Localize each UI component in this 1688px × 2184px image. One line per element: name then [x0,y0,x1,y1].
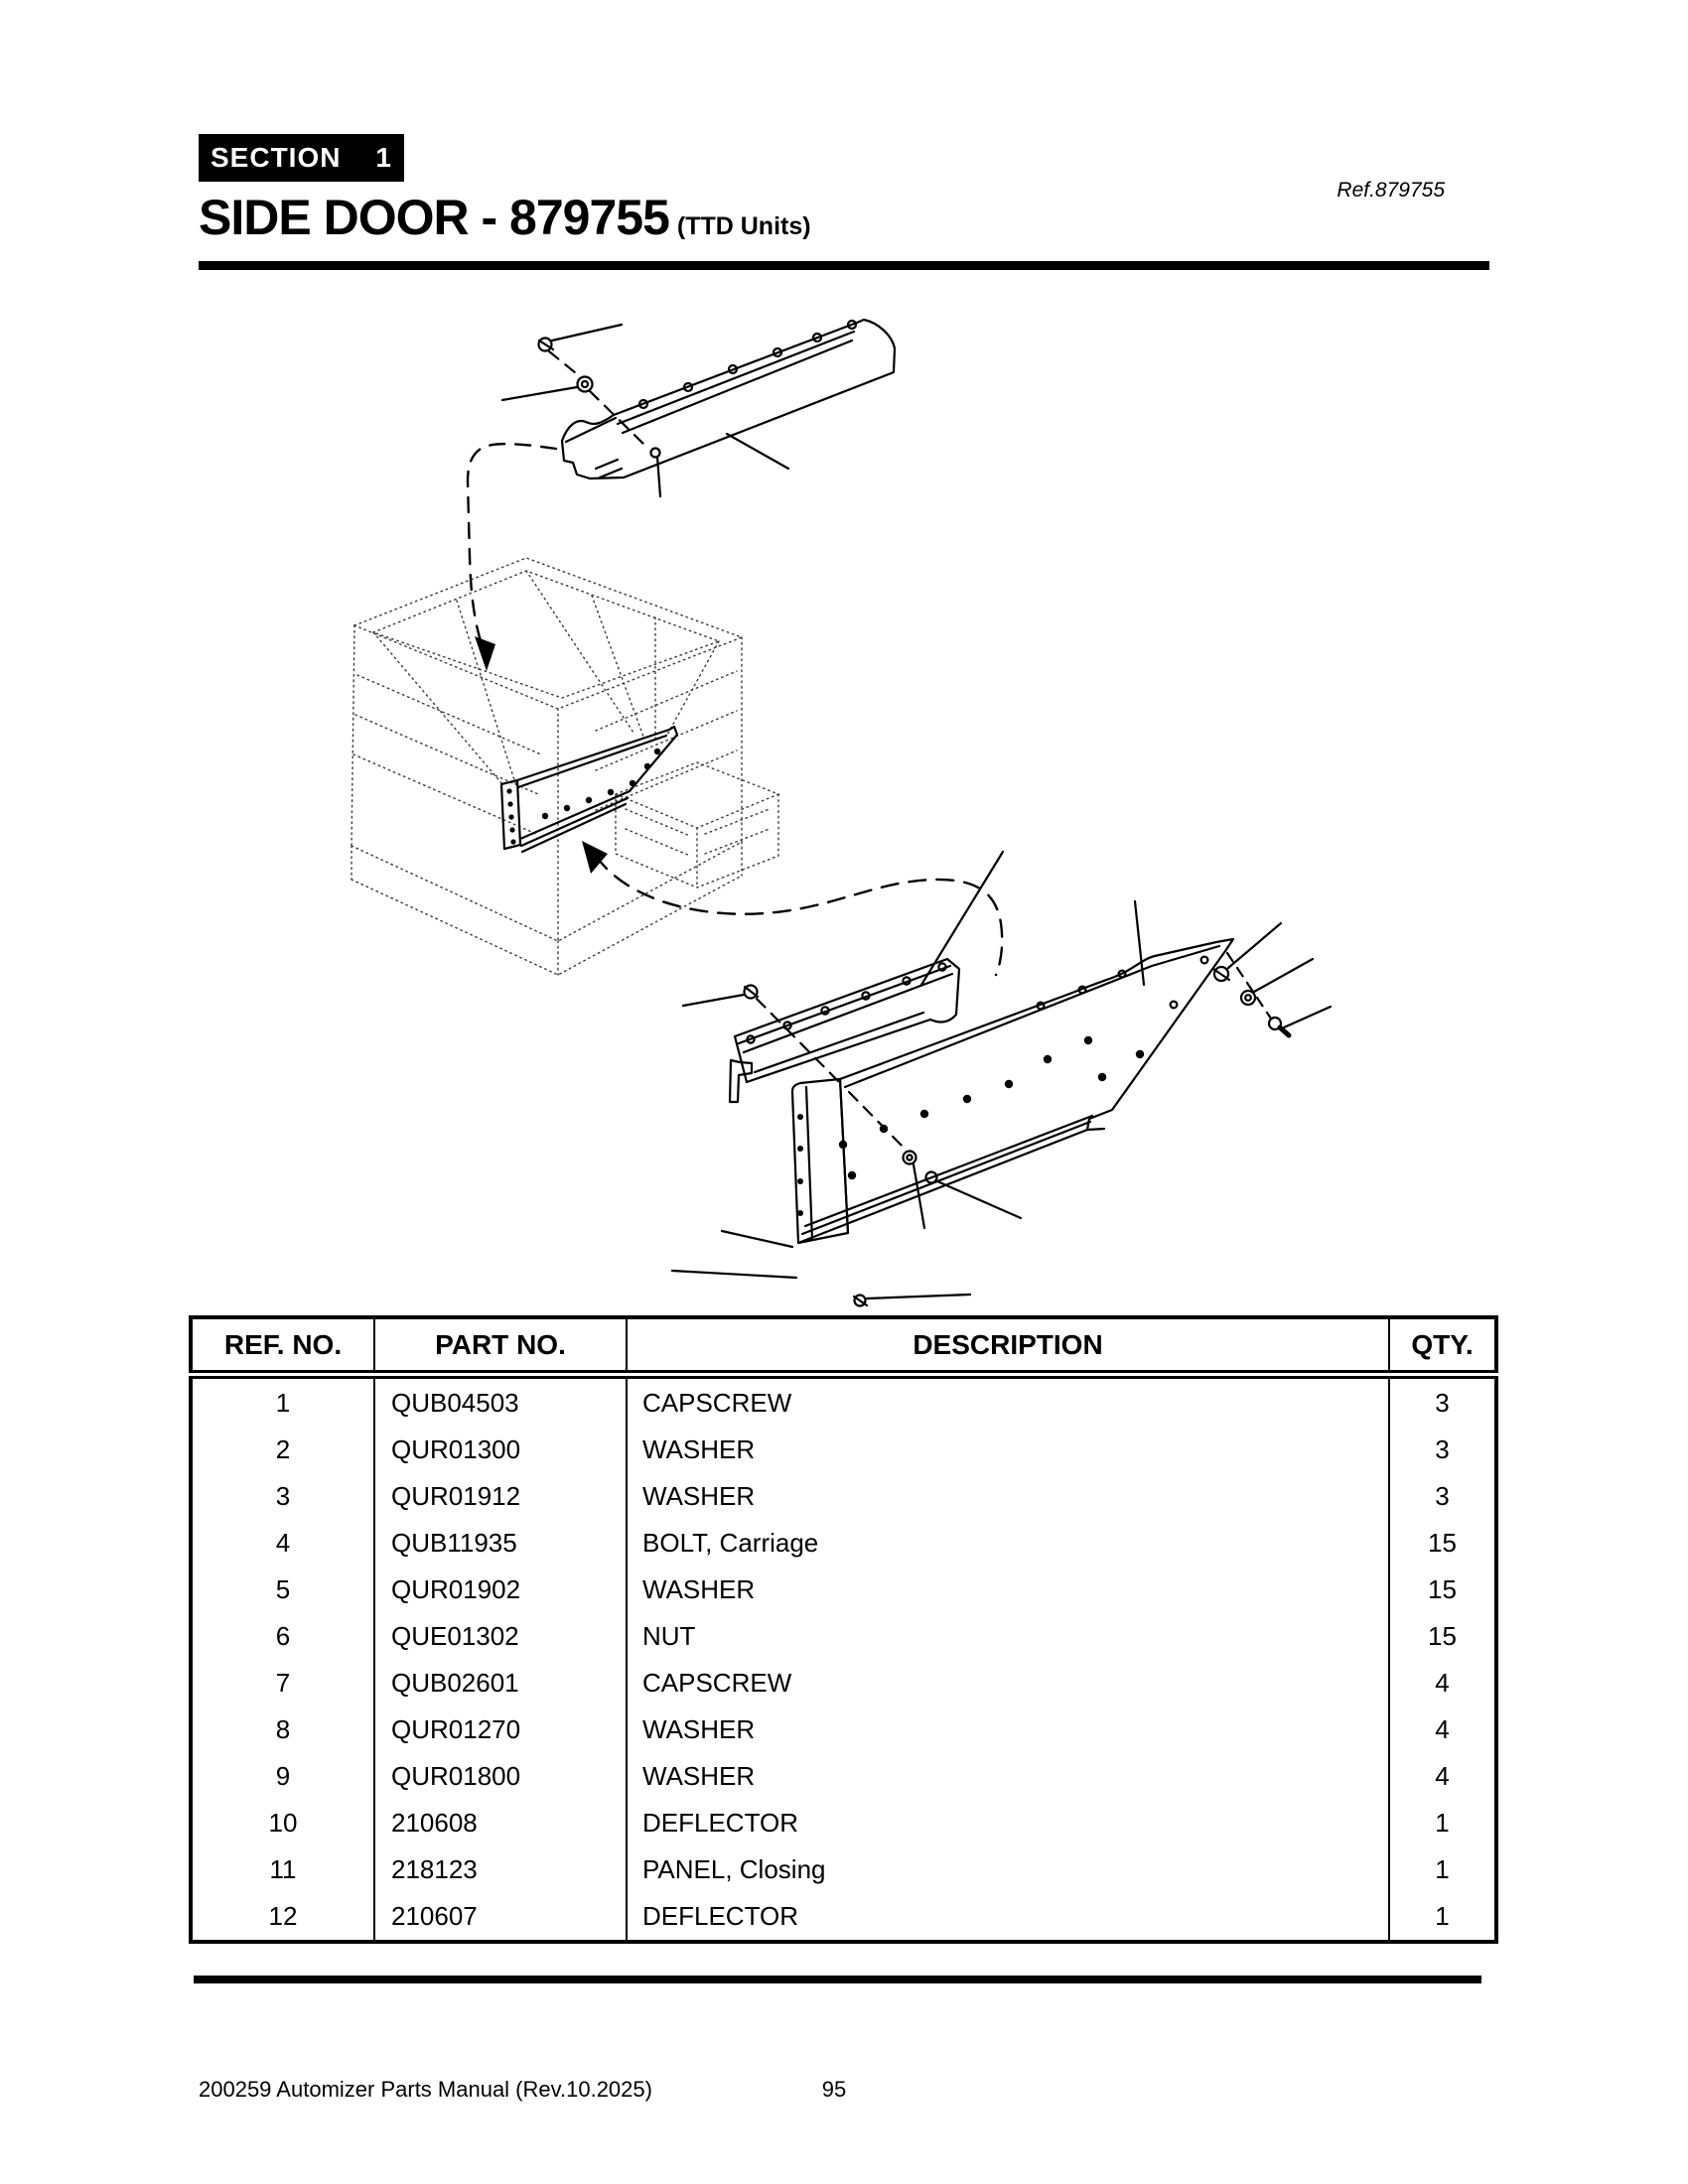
qty-cell: 15 [1389,1567,1496,1613]
col-header-description: DESCRIPTION [627,1317,1389,1375]
description-cell: WASHER [627,1706,1389,1753]
mounted-panel-bolts [506,749,660,845]
ref-no-cell: 5 [275,1574,291,1605]
table-body [191,1375,1496,1940]
closing-panel-bolts [797,1036,1144,1216]
page-title-text: SIDE DOOR - 879755 [199,190,669,245]
table-row [191,1660,1496,1706]
description-cell: WASHER [627,1473,1389,1520]
qty-cell: 4 [1389,1660,1496,1706]
table-row [191,1427,1496,1473]
part-no-cell: 210608 [374,1800,627,1846]
description-cell: BOLT, Carriage [627,1520,1389,1567]
table-row [191,1613,1496,1660]
mounted-door-panel [501,727,677,852]
part-no-cell: QUB02601 [374,1660,627,1706]
table-row [191,1473,1496,1520]
table-row [191,1893,1496,1940]
top-deflector [502,320,895,496]
description-cell: PANEL, Closing [627,1846,1389,1893]
part-no-cell: QUR01800 [374,1753,627,1800]
part-no-cell: 218123 [374,1846,627,1893]
table-header-row [191,1317,1496,1375]
ref-no-cell: 11 [269,1854,297,1885]
table-row [191,1753,1496,1800]
table-filler-row [191,1940,1496,1942]
part-no-cell: QUR01270 [374,1706,627,1753]
qty-cell: 3 [1389,1427,1496,1473]
deflector-install-arrow [468,444,556,671]
part-no-cell: QUR01300 [374,1427,627,1473]
part-no-cell: QUB04503 [374,1375,627,1428]
qty-cell: 1 [1389,1800,1496,1846]
machine-frame-ghost [352,558,778,975]
col-header-qty: QTY. [1389,1317,1496,1375]
col-header-part-no: PART NO. [374,1317,627,1375]
table-row [191,1800,1496,1846]
description-cell: DEFLECTOR [627,1893,1389,1940]
qty-cell: 3 [1389,1375,1496,1428]
part-no-cell: QUB11935 [374,1520,627,1567]
part-no-cell: QUR01902 [374,1567,627,1613]
ref-no-cell: 3 [275,1481,291,1512]
page-title-note: (TTD Units) [676,212,811,240]
table-row [191,1567,1496,1613]
ref-no-cell: 1 [275,1388,291,1418]
description-cell: CAPSCREW [627,1660,1389,1706]
description-cell: CAPSCREW [627,1375,1389,1428]
part-no-cell: QUE01302 [374,1613,627,1660]
qty-cell: 15 [1389,1520,1496,1567]
footer-manual-info: 200259 Automizer Parts Manual (Rev.10.2025) [199,2077,652,2102]
part-no-cell: QUR01912 [374,1473,627,1520]
part-no-cell: 210607 [374,1893,627,1940]
footer-page-number: 95 [821,2077,847,2102]
qty-cell: 4 [1389,1753,1496,1800]
table-row [191,1706,1496,1753]
ref-no-cell: 6 [275,1621,291,1652]
table-row [191,1846,1496,1893]
ref-no-cell: 9 [275,1761,291,1792]
ref-no-cell: 7 [275,1668,291,1699]
description-cell: DEFLECTOR [627,1800,1389,1846]
qty-cell: 3 [1389,1473,1496,1520]
description-cell: WASHER [627,1427,1389,1473]
table-row [191,1520,1496,1567]
exploded-deflector [683,852,1003,1150]
ref-no-cell: 10 [268,1808,298,1839]
description-cell: NUT [627,1613,1389,1660]
ref-no-cell: 8 [275,1714,291,1745]
qty-cell: 1 [1389,1893,1496,1940]
parts-table [189,1315,1498,1944]
exploded-closing-panel [672,901,1331,1306]
ref-no-cell: 2 [275,1434,291,1465]
ref-no-cell: 4 [275,1528,291,1559]
section-badge-label: SECTION [211,142,342,173]
qty-cell: 15 [1389,1613,1496,1660]
footer-rule [194,1976,1481,1983]
table-row [191,1375,1496,1428]
qty-cell: 4 [1389,1706,1496,1753]
ref-label: Ref.879755 [1336,179,1445,202]
description-cell: WASHER [627,1567,1389,1613]
ref-no-cell: 12 [268,1901,298,1932]
section-badge-number: 1 [375,142,392,173]
description-cell: WASHER [627,1753,1389,1800]
qty-cell: 1 [1389,1846,1496,1893]
col-header-ref-no: REF. NO. [191,1317,374,1375]
